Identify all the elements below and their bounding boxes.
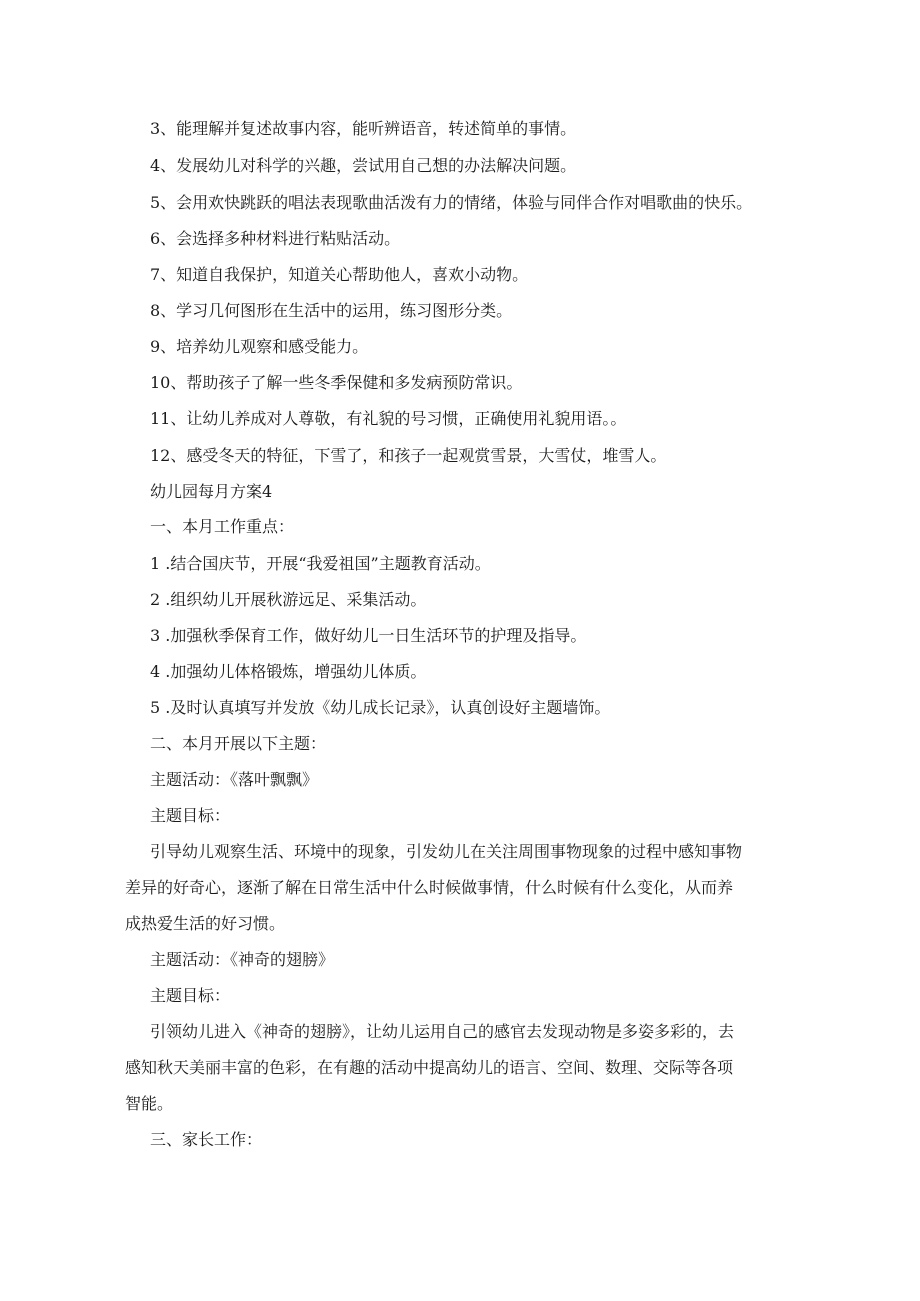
plan-title: 幼儿园每月方案4 bbox=[150, 482, 273, 501]
paragraph-line: 差异的好奇心，逐渐了解在日常生活中什么时候做事情，什么时候有什么变化，从而养 bbox=[125, 878, 734, 897]
theme-activity: 主题活动：《神奇的翅膀》 bbox=[150, 950, 335, 969]
paragraph-line: 智能。 bbox=[125, 1094, 174, 1113]
section-heading: 二、本月开展以下主题： bbox=[150, 734, 327, 753]
list-item: 2 .组织幼儿开展秋游远足、采集活动。 bbox=[150, 590, 427, 609]
list-item: 8、学习几何图形在生活中的运用，练习图形分类。 bbox=[150, 301, 513, 320]
section-heading: 三、家长工作： bbox=[150, 1130, 263, 1149]
list-item: 5、会用欢快跳跃的唱法表现歌曲活泼有力的情绪，体验与同伴合作对唱歌曲的快乐。 bbox=[150, 193, 753, 212]
list-item: 5 .及时认真填写并发放《幼儿成长记录》，认真创设好主题墙饰。 bbox=[150, 698, 611, 717]
list-item: 7、知道自我保护，知道关心帮助他人，喜欢小动物。 bbox=[150, 265, 529, 284]
paragraph-line: 成热爱生活的好习惯。 bbox=[125, 914, 286, 933]
list-item: 3、能理解并复述故事内容，能听辨语音，转述简单的事情。 bbox=[150, 119, 577, 138]
list-item: 11、让幼儿养成对人尊敬，有礼貌的号习惯，正确使用礼貌用语。。 bbox=[150, 409, 627, 428]
theme-goal-label: 主题目标： bbox=[150, 986, 231, 1005]
paragraph-line: 引导幼儿观察生活、环境中的现象，引发幼儿在关注周围事物现象的过程中感知事物 bbox=[150, 842, 743, 861]
list-item: 6、会选择多种材料进行粘贴活动。 bbox=[150, 229, 401, 248]
theme-goal-label: 主题目标： bbox=[150, 806, 231, 825]
theme-activity: 主题活动：《落叶飘飘》 bbox=[150, 770, 319, 789]
list-item: 4、发展幼儿对科学的兴趣，尝试用自己想的办法解决问题。 bbox=[150, 156, 577, 175]
list-item: 3 .加强秋季保育工作，做好幼儿一日生活环节的护理及指导。 bbox=[150, 626, 587, 645]
list-item: 10、帮助孩子了解一些冬季保健和多发病预防常识。 bbox=[150, 373, 523, 392]
paragraph-line: 感知秋天美丽丰富的色彩，在有趣的活动中提高幼儿的语言、空间、数理、交际等各项 bbox=[125, 1058, 734, 1077]
section-heading: 一、本月工作重点： bbox=[150, 517, 295, 536]
list-item: 1 .结合国庆节，开展“我爱祖国”主题教育活动。 bbox=[150, 554, 491, 573]
paragraph-line: 引领幼儿进入《神奇的翅膀》，让幼儿运用自己的感官去发现动物是多姿多彩的，去 bbox=[150, 1022, 735, 1041]
list-item: 12、感受冬天的特征，下雪了，和孩子一起观赏雪景，大雪仗，堆雪人。 bbox=[150, 446, 667, 465]
list-item: 4 .加强幼儿体格锻炼，增强幼儿体质。 bbox=[150, 662, 427, 681]
list-item: 9、培养幼儿观察和感受能力。 bbox=[150, 337, 369, 356]
